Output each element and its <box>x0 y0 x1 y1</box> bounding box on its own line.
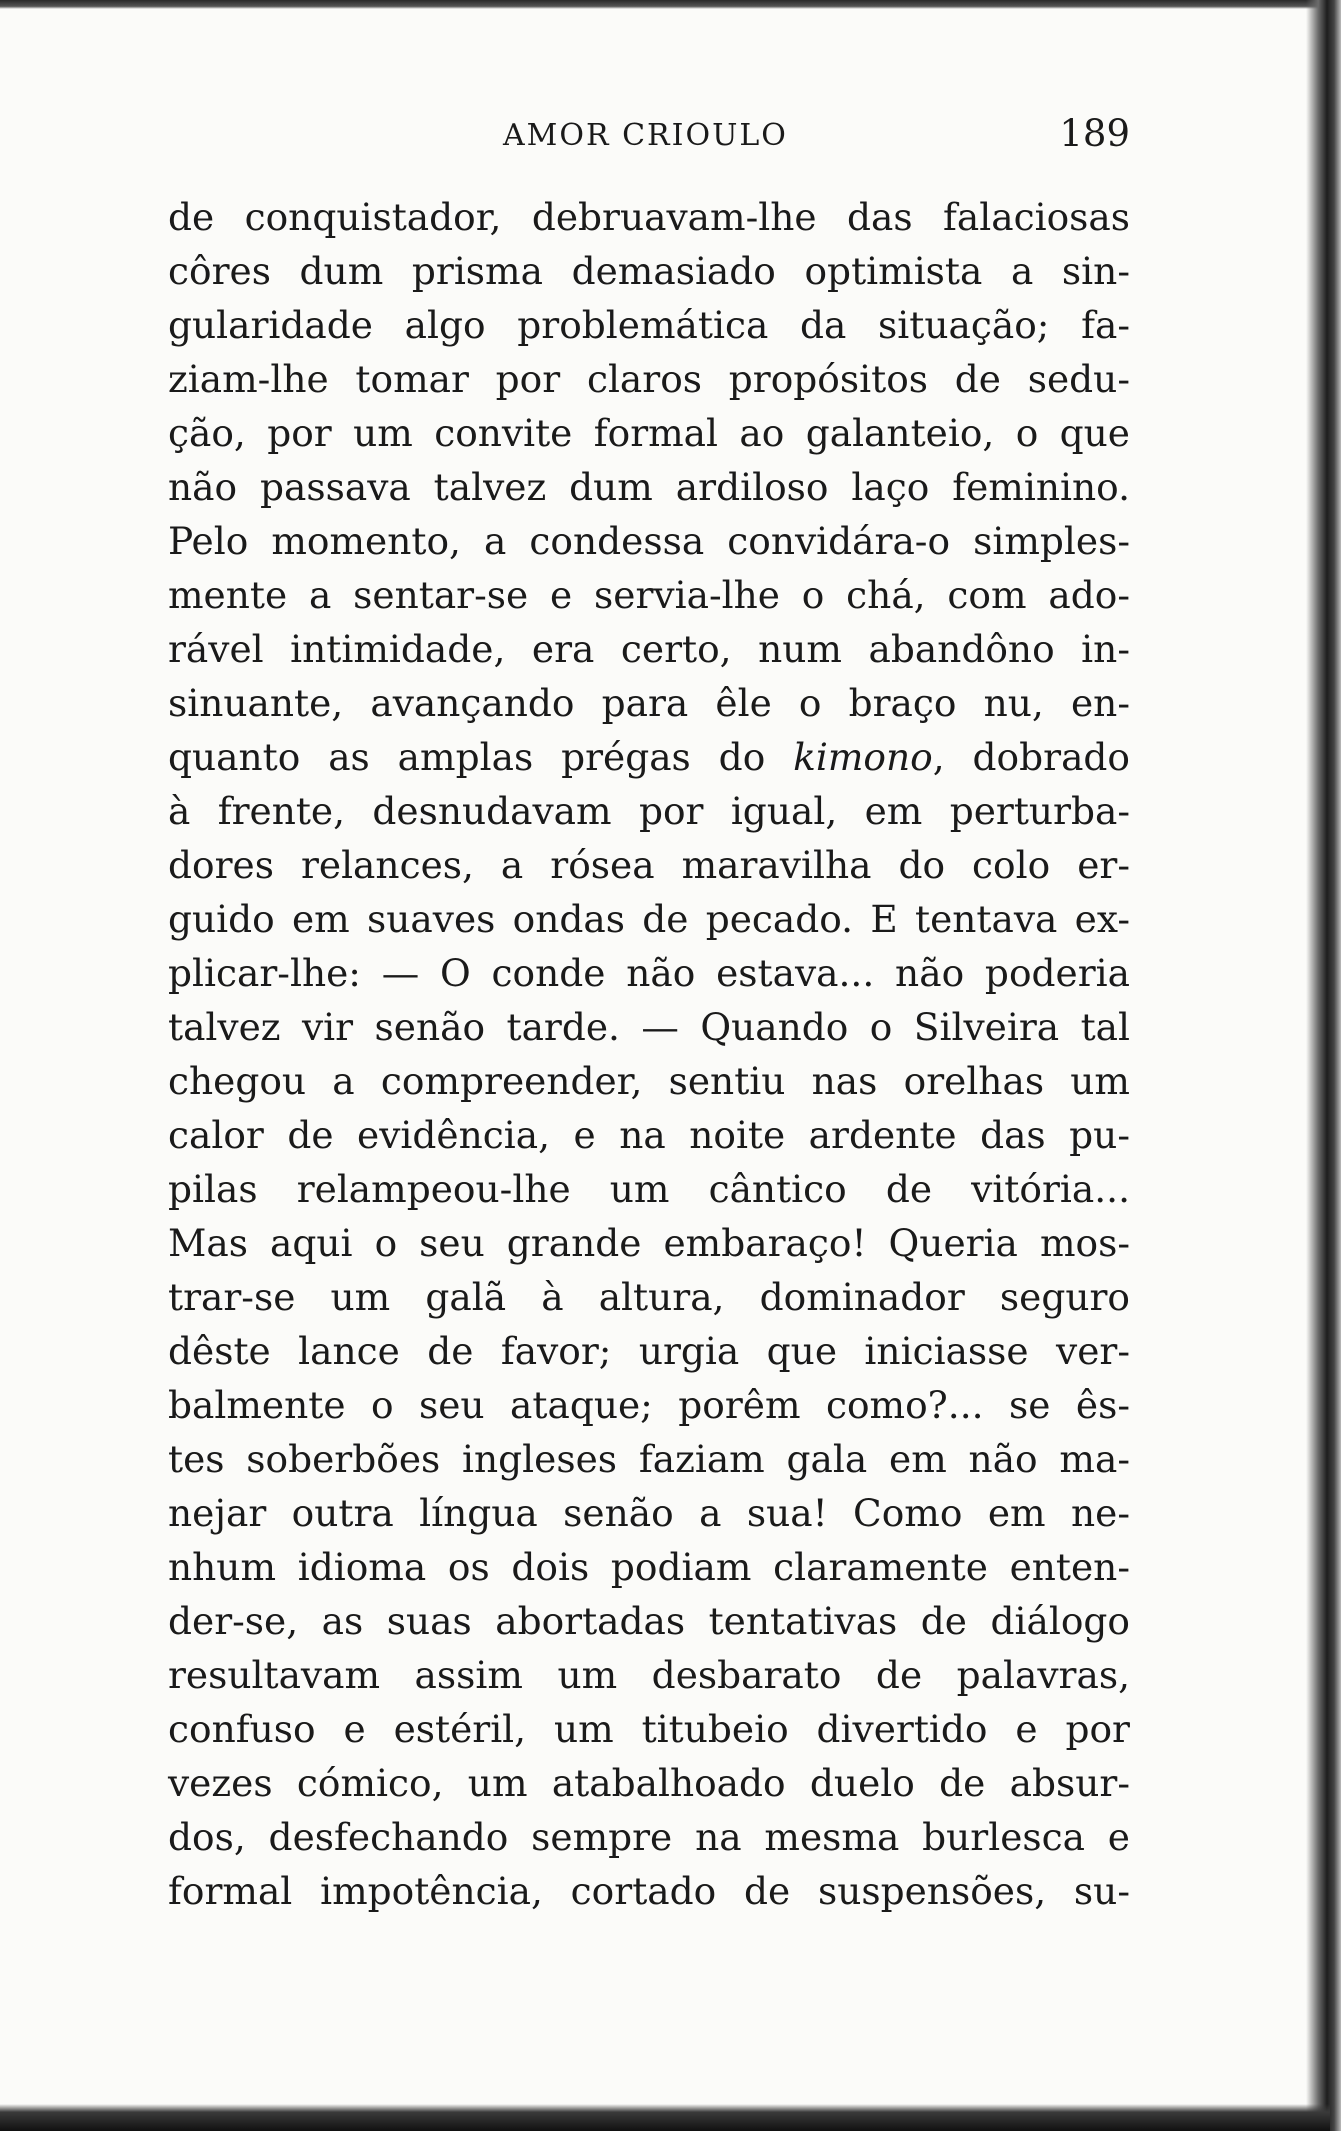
text-line: der-se, as suas abortadas tentativas de diálogo <box>168 1599 1130 1643</box>
text-line: de conquistador, debruavam-lhe das falaciosas <box>168 195 1130 239</box>
text-line: ção, por um convite formal ao galanteio, o que <box>168 411 1130 455</box>
book-spine-edge <box>1306 0 1341 2131</box>
text-line: calor de evidência, e na noite ardente das pu- <box>168 1113 1130 1157</box>
text-line: ziam-lhe tomar por claros propósitos de sedu- <box>168 357 1130 401</box>
text-line: dores relances, a rósea maravilha do colo er- <box>168 843 1130 887</box>
text-line: nhum idioma os dois podiam claramente enten- <box>168 1545 1130 1589</box>
text-line: vezes cómico, um atabalhoado duelo de absur- <box>168 1761 1130 1805</box>
text-line: à frente, desnudavam por igual, em perturba- <box>168 789 1130 833</box>
text-line: côres dum prisma demasiado optimista a sin- <box>168 249 1130 293</box>
text-line: chegou a compreender, sentiu nas orelhas um <box>168 1059 1130 1103</box>
text-line: tes soberbões ingleses faziam gala em não ma- <box>168 1437 1130 1481</box>
body-text <box>168 190 1130 1918</box>
text-line: plicar-lhe: — O conde não estava... não poderia <box>168 951 1130 995</box>
text-line: nejar outra língua senão a sua! Como em ne- <box>168 1491 1130 1535</box>
text-line: não passava talvez dum ardiloso laço feminino. <box>168 465 1130 509</box>
text-line: guido em suaves ondas de pecado. E tentava ex- <box>168 897 1130 941</box>
text-line: formal impotência, cortado de suspensões, su- <box>168 1869 1130 1913</box>
text-line: rável intimidade, era certo, num abandôno in- <box>168 627 1130 671</box>
text-line: talvez vir senão tarde. — Quando o Silveira tal <box>168 1005 1130 1049</box>
text-line: mente a sentar-se e servia-lhe o chá, com ado- <box>168 573 1130 617</box>
running-title: AMOR CRIOULO <box>503 118 788 153</box>
text-line: dos, desfechando sempre na mesma burlesca e <box>168 1815 1130 1859</box>
text-line: dêste lance de favor; urgia que iniciasse ver- <box>168 1329 1130 1373</box>
text-line: quanto as amplas prégas do kimono, dobrado <box>168 735 1131 779</box>
text-line: sinuante, avançando para êle o braço nu, en- <box>168 681 1130 725</box>
text-line: gularidade algo problemática da situação; fa- <box>168 303 1130 347</box>
scan-top-edge <box>0 0 1330 9</box>
text-line: Pelo momento, a condessa convidára-o simples- <box>168 519 1130 563</box>
text-line: Mas aqui o seu grande embaraço! Queria mos- <box>168 1221 1130 1265</box>
text-line: resultavam assim um desbarato de palavras, <box>168 1653 1130 1697</box>
italic-word: kimono <box>793 735 933 779</box>
running-header <box>168 112 1130 162</box>
text-line: balmente o seu ataque; porêm como?... se ês- <box>168 1383 1130 1427</box>
text-line: confuso e estéril, um titubeio divertido e por <box>168 1707 1130 1751</box>
text-line: trar-se um galã à altura, dominador seguro <box>168 1275 1130 1319</box>
scan-bottom-edge <box>0 2104 1330 2131</box>
page-number: 189 <box>1059 112 1130 155</box>
text-line: pilas relampeou-lhe um cântico de vitória... <box>168 1167 1130 1211</box>
